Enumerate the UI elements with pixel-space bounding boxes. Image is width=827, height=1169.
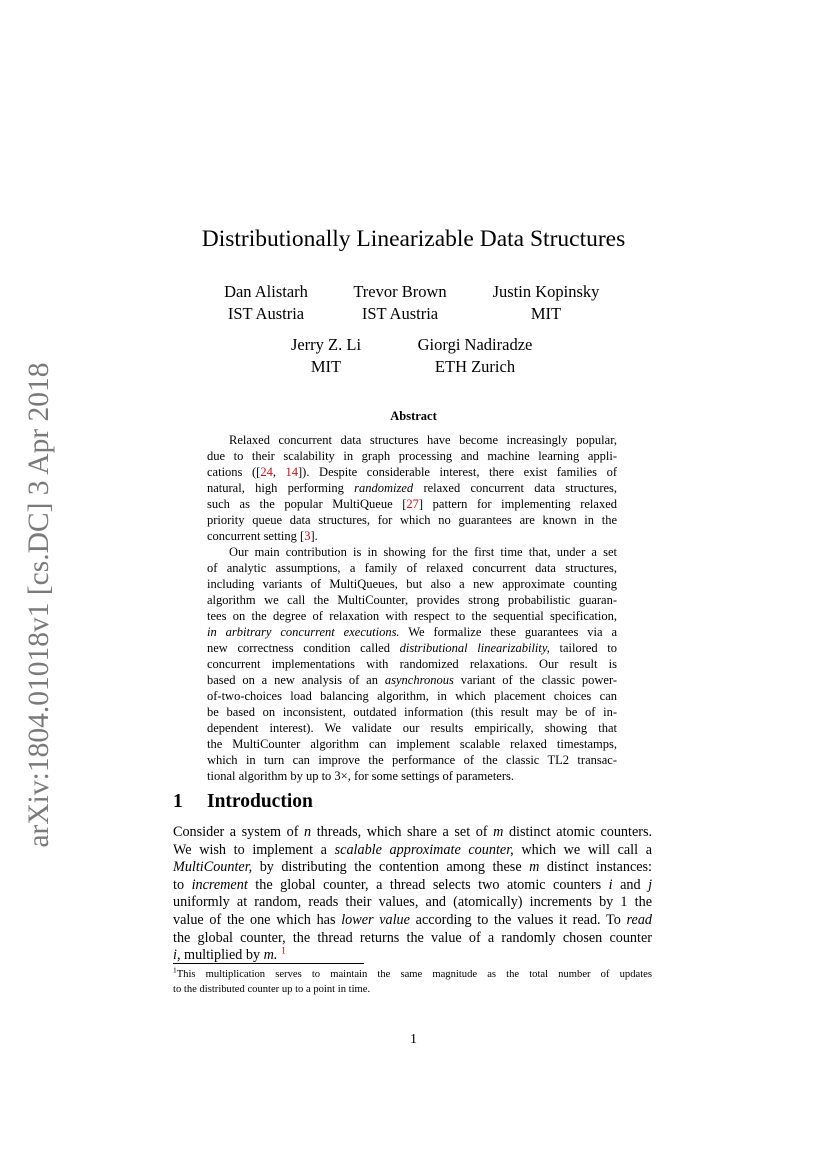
author-block (276, 334, 376, 378)
abstract-line: Relaxed concurrent data structures have become increasingly popular, (229, 433, 617, 447)
citation-link[interactable]: 27 (406, 497, 419, 511)
page-number: 1 (410, 1032, 417, 1047)
abstract-line: be based on inconsistent, outdated information (this result may be of in- (207, 705, 617, 719)
abstract-line: new correctness condition called distributional linearizability, tailored to (207, 641, 618, 655)
body-line: the global counter, the thread returns the value of a randomly chosen counter (173, 929, 652, 946)
author-name: Jerry Z. Li (290, 335, 362, 354)
author-name: Giorgi Nadiradze (417, 335, 533, 354)
body-line: to increment the global counter, a thread selects two atomic counters i and j (173, 876, 653, 893)
citation-link[interactable]: 3 (304, 529, 311, 543)
abstract-line: algorithm we call the MultiCounter, provides strong probabilistic guaran- (207, 593, 617, 607)
abstract-line: tional algorithm by up to 3×, for some settings of parameters. (207, 769, 514, 783)
abstract-heading: Abstract (390, 409, 437, 423)
section-heading (173, 790, 313, 814)
body-line: We wish to implement a scalable approximate counter, which we will call a (173, 841, 653, 858)
abstract-line: in arbitrary concurrent executions. We formalize these guarantees via a (207, 625, 617, 639)
author-affiliation: ETH Zurich (434, 357, 516, 376)
paper-title: Distributionally Linearizable Data Structures (201, 226, 626, 252)
body-line: MultiCounter, by distributing the contention among these m distinct instances: (173, 859, 652, 876)
footnote-mark: 1 (173, 965, 177, 975)
section-title: Introduction (207, 791, 313, 812)
intro-paragraph (173, 824, 652, 965)
body-line: value of the one which has lower value according to the values it read. To read (173, 911, 653, 928)
abstract-line: natural, high performing randomized relaxed concurrent data structures, (207, 481, 618, 495)
footnote-line: to the distributed counter up to a point in time. (173, 984, 371, 995)
arxiv-sidebar (18, 362, 60, 848)
abstract-line: dependent interest). We validate our results empirically, showing that (207, 721, 617, 735)
abstract-line: including variants of MultiQueues, but also a new approximate counting (207, 577, 617, 591)
abstract-line: tees on the degree of relaxation with respect to the sequential specification, (207, 609, 617, 623)
author-block (206, 281, 326, 325)
footnote-divider (173, 963, 364, 964)
abstract-line: cations ([24, 14]). Despite considerable interest, there exist families of (207, 465, 618, 479)
author-affiliation: MIT (310, 357, 342, 376)
abstract-line: priority queue data structures, for which no guarantees are known in the (207, 513, 617, 527)
author-name: Dan Alistarh (224, 282, 308, 301)
abstract-line: due to their scalability in graph processing and machine learning appli- (207, 449, 617, 463)
abstract-line: such as the popular MultiQueue [27] pattern for implementing relaxed (207, 497, 617, 511)
author-block (405, 334, 545, 378)
author-affiliation: IST Austria (227, 304, 305, 323)
author-name: Trevor Brown (353, 282, 447, 301)
footnote-link[interactable]: 1 (281, 945, 286, 957)
abstract-line: of analytic assumptions, a family of relaxed concurrent data structures, (207, 561, 617, 575)
citation-link[interactable]: 24 (260, 465, 273, 479)
arxiv-identifier: arXiv:1804.01018v1 [cs.DC] 3 Apr 2018 (23, 362, 55, 848)
author-block (340, 281, 460, 325)
body-line: i, multiplied by m. $^1$ (173, 945, 286, 964)
abstract-line: Our main contribution is in showing for the first time that, under a set (229, 545, 617, 559)
author-block (481, 281, 611, 325)
abstract-line: based on a new analysis of an asynchronous variant of the classic power- (207, 673, 618, 687)
author-affiliation: IST Austria (361, 304, 439, 323)
body-line: Consider a system of n threads, which share a set of m distinct atomic counters. (173, 824, 653, 840)
abstract-line: of-two-choices load balancing algorithm, in which placement choices can (207, 689, 617, 703)
abstract-line: concurrent setting [3]. (207, 529, 318, 543)
author-affiliation: MIT (530, 304, 562, 323)
author-name: Justin Kopinsky (492, 282, 600, 301)
footnote (173, 967, 652, 997)
footnote-line: $^1$This multiplication serves to maintain the same magnitude as the total number of updates (173, 965, 652, 980)
abstract-body (207, 432, 617, 784)
abstract-line: which in turn can improve the performance of the classic TL2 transac- (207, 753, 617, 767)
abstract-line: concurrent implementations with randomized relaxations. Our result is (207, 657, 617, 671)
abstract-line: the MultiCounter algorithm can implement scalable relaxed timestamps, (207, 737, 617, 751)
citation-link[interactable]: 14 (285, 465, 299, 479)
section-number: 1 (173, 791, 183, 812)
body-line: uniformly at random, reads their values, and (atomically) increments by 1 the (173, 894, 652, 911)
